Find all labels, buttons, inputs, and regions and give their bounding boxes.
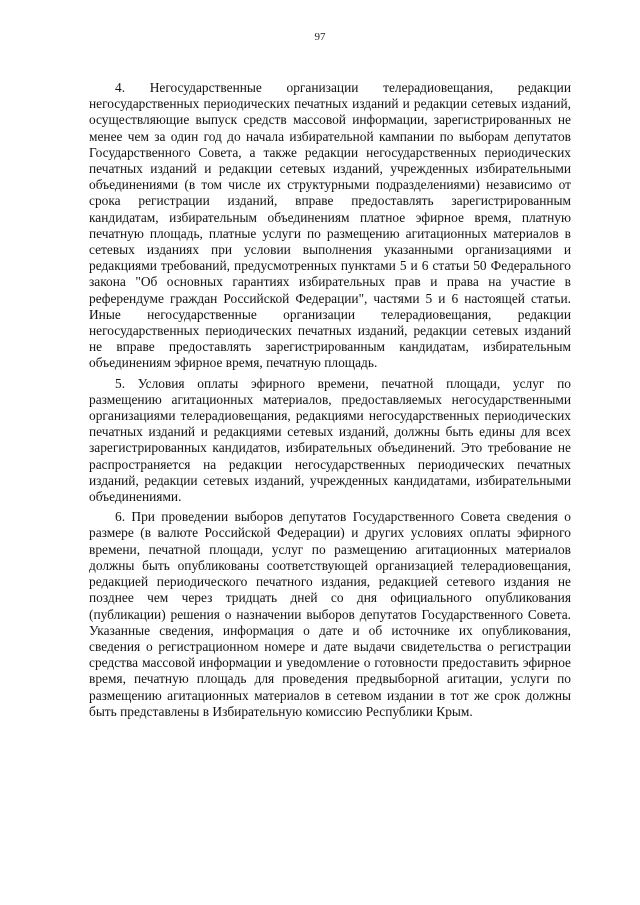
- document-body: [89, 80, 571, 720]
- page-number: 97: [314, 31, 326, 43]
- paragraph-4: 4. Негосударственные организации телерадиовещания, редакции негосударственных периодических печатных изданий и редакции сетевых изданий, осуществляющие выпуск средств массовой информации, зарегистрированных не менее чем за один год до начала избирательной кампании по выборам депутатов Государственного Совета, а также редакции негосударственных периодических печатных изданий и редакции сетевых изданий, учрежденных избирательными объединениями (в том числе их структурными подразделениями) независимо от срока регистрации изданий, вправе предоставлять зарегистрированным кандидатам, избирательным объединениям платное эфирное время, платную печатную площадь, платные услуги по размещению агитационных материалов в сетевых изданиях при условии выполнения указанными организациями и редакциями требований, предусмотренных пунктами 5 и 6 статьи 50 Федерального закона "Об основных гарантиях избирательных прав и права на участие в референдуме граждан Российской Федерации", частями 5 и 6 настоящей статьи. Иные негосударственные организации телерадиовещания, редакции негосударственных периодических печатных изданий, редакции сетевых изданий не вправе предоставлять зарегистрированным кандидатам, избирательным объединениям эфирное время, печатную площадь.: [89, 80, 571, 371]
- paragraph-6: 6. При проведении выборов депутатов Государственного Совета сведения о размере (в валюте Российской Федерации) и других условиях оплаты эфирного времени, печатной площади, услуг по размещению агитационных материалов должны быть опубликованы соответствующей организацией телерадиовещания, редакцией периодического печатного издания, редакцией сетевого издания не позднее чем через тридцать дней со дня официального опубликования (публикации) решения о назначении выборов депутатов Государственного Совета. Указанные сведения, информация о дате и об источнике их опубликования, сведения о регистрационном номере и дате выдачи свидетельства о регистрации средства массовой информации и уведомление о готовности предоставить эфирное время, печатную площадь для проведения предвыборной агитации, услуги по размещению агитационных материалов в сетевом издании в тот же срок должны быть представлены в Избирательную комиссию Республики Крым.: [89, 509, 571, 719]
- paragraph-5: 5. Условия оплаты эфирного времени, печатной площади, услуг по размещению агитационных материалов, предоставляемых негосударственными организациями телерадиовещания, редакциями негосударственных периодических печатных изданий и редакциями сетевых изданий, должны быть едины для всех зарегистрированных кандидатов, избирательных объединений. Это требование не распространяется на редакции негосударственных периодических печатных изданий, редакции сетевых изданий, учрежденных кандидатами, избирательными объединениями.: [89, 375, 571, 505]
